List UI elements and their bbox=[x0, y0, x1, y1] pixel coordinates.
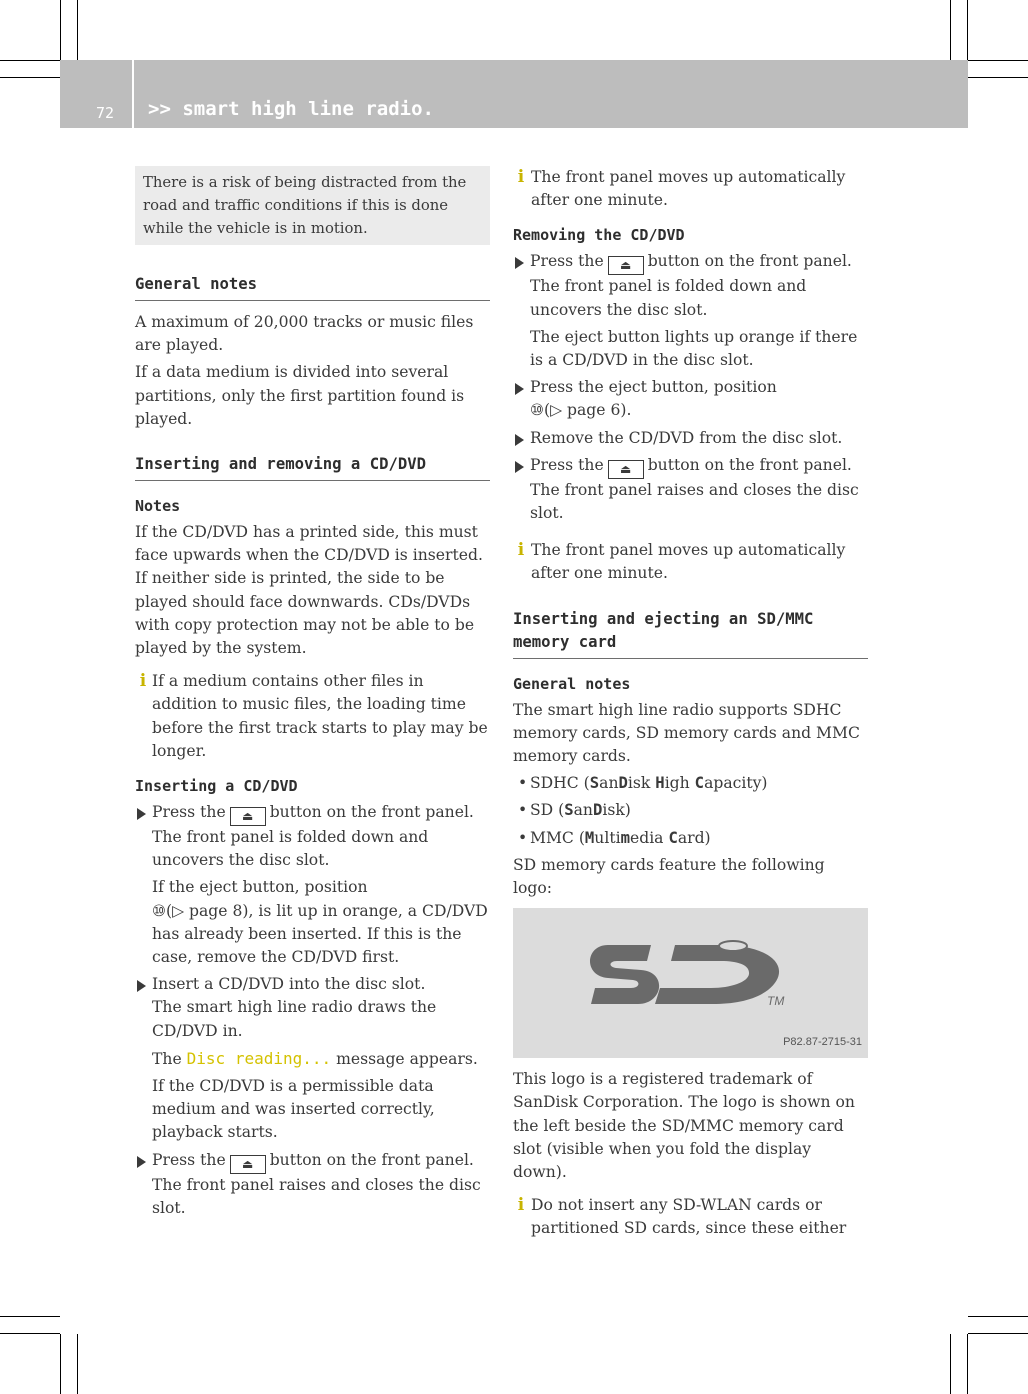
running-header-title: >> smart high line radio. bbox=[148, 98, 434, 120]
section-heading-sd-card: Inserting and ejecting an SD/MMC memory card bbox=[513, 608, 868, 659]
info-icon: i bbox=[517, 167, 525, 187]
step-result: The front panel is folded down and uncovers the disc slot. bbox=[152, 828, 429, 870]
list-item: • SD (SanDisk) bbox=[518, 801, 631, 820]
subheading-inserting: Inserting a CD/DVD bbox=[135, 777, 298, 796]
section-heading-general-notes: General notes bbox=[135, 273, 490, 301]
step: Press the ⏏ button on the front panel. bbox=[135, 1149, 490, 1174]
step-result: The front panel raises and closes the disc slot. bbox=[530, 480, 859, 523]
eject-button-icon: ⏏ bbox=[230, 1155, 266, 1174]
trademark-label: TM bbox=[767, 994, 785, 1009]
info-note bbox=[513, 1194, 868, 1240]
crop-mark bbox=[950, 0, 951, 60]
info-icon: i bbox=[517, 540, 525, 561]
step-arrow-icon bbox=[515, 257, 524, 269]
info-text: If a medium contains other files in addition to music files, the loading time before the first track starts to play may be longer. bbox=[152, 672, 488, 760]
step-result: If the eject button, position ⑩(▷ page 8), is lit up in orange, a CD/DVD has already been inserted. If this is the case, remove the CD/DVD first. bbox=[152, 878, 488, 967]
paragraph: This logo is a registered trademark of SanDisk Corporation. The logo is shown on the left beside the SD/MMC memory card slot (visible when you fold the display down). bbox=[513, 1070, 855, 1182]
step: Remove the CD/DVD from the disc slot. bbox=[513, 427, 868, 450]
page-number: 72 bbox=[96, 104, 115, 122]
step: Press the ⏏ button on the front panel. bbox=[513, 454, 868, 479]
crop-mark bbox=[77, 0, 78, 60]
warning-text: There is a risk of being distracted from the road and traffic conditions if this is done while the vehicle is in motion. bbox=[143, 174, 467, 237]
step: Insert a CD/DVD into the disc slot. bbox=[135, 973, 490, 996]
step: Press the ⏏ button on the front panel. bbox=[135, 801, 490, 826]
position-number: ⑩ bbox=[530, 401, 544, 420]
list-item: • SDHC (SanDisk High Capacity) bbox=[518, 774, 768, 793]
info-icon: i bbox=[517, 1195, 525, 1216]
crop-mark bbox=[967, 1334, 968, 1394]
figure-code: P82.87-2715-31 bbox=[783, 1036, 862, 1049]
info-text: The front panel moves up automatically after one minute. bbox=[531, 168, 846, 210]
info-note bbox=[513, 539, 868, 585]
paragraph: A maximum of 20,000 tracks or music files are played. bbox=[135, 313, 474, 355]
position-number: ⑩ bbox=[152, 901, 166, 920]
step-result: The front panel raises and closes the disc slot. bbox=[152, 1175, 481, 1217]
step: Press the eject button, position ⑩(▷ page 6). bbox=[513, 376, 868, 422]
crop-mark bbox=[968, 60, 1028, 61]
crop-mark bbox=[60, 1334, 61, 1394]
step-result: The Disc reading... message appears. bbox=[152, 1048, 478, 1068]
crop-mark bbox=[950, 1334, 951, 1394]
crop-mark bbox=[967, 0, 968, 60]
paragraph: The smart high line radio supports SDHC memory cards, SD memory cards and MMC memory cards. bbox=[513, 700, 860, 766]
warning-box bbox=[135, 166, 490, 245]
crop-mark bbox=[968, 1316, 1028, 1317]
eject-button-icon: ⏏ bbox=[608, 256, 644, 275]
step-arrow-icon bbox=[137, 980, 146, 992]
info-text: Do not insert any SD-WLAN cards or partitioned SD cards, since these either bbox=[531, 1196, 847, 1238]
eject-button-icon: ⏏ bbox=[608, 460, 644, 479]
subheading-removing: Removing the CD/DVD bbox=[513, 226, 685, 245]
subheading-notes: Notes bbox=[135, 497, 181, 516]
page-number-box bbox=[60, 60, 134, 128]
crop-mark bbox=[77, 1334, 78, 1394]
step-arrow-icon bbox=[137, 1156, 146, 1168]
info-icon: i bbox=[139, 671, 147, 692]
paragraph: If the CD/DVD has a printed side, this must face upwards when the CD/DVD is inserted. If neither side is printed, the side to be played should face downwards. CDs/DVDs with copy protection may not be able to be played by the system. bbox=[135, 523, 483, 658]
crop-mark bbox=[968, 77, 1028, 78]
step-arrow-icon bbox=[515, 434, 524, 446]
info-note bbox=[135, 670, 490, 763]
step-result: If the CD/DVD is a permissible data medium and was inserted correctly, playback starts. bbox=[152, 1077, 435, 1142]
crop-mark bbox=[968, 1333, 1028, 1334]
crop-mark bbox=[0, 77, 60, 78]
paragraph: SD memory cards feature the following logo: bbox=[513, 855, 825, 898]
sd-logo-image bbox=[513, 908, 868, 1058]
eject-button-icon: ⏏ bbox=[230, 807, 266, 826]
info-note bbox=[513, 166, 868, 212]
list-item: • MMC (Multimedia Card) bbox=[518, 828, 711, 847]
section-heading-inserting-removing: Inserting and removing a CD/DVD bbox=[135, 453, 490, 481]
right-column bbox=[513, 166, 868, 1241]
step-result: The smart high line radio draws the CD/DVD in. bbox=[152, 998, 437, 1040]
paragraph: If a data medium is divided into several partitions, only the first partition found is played. bbox=[135, 363, 465, 428]
display-message: Disc reading... bbox=[186, 1048, 332, 1068]
crop-mark bbox=[0, 60, 60, 61]
step-arrow-icon bbox=[515, 461, 524, 473]
step-result: The eject button lights up orange if there is a CD/DVD in the disc slot. bbox=[530, 327, 858, 370]
info-text: The front panel moves up automatically after one minute. bbox=[531, 541, 846, 583]
crop-mark bbox=[0, 1316, 60, 1317]
left-column bbox=[135, 166, 490, 1220]
step-arrow-icon bbox=[137, 808, 146, 820]
step-result: The front panel is folded down and uncovers the disc slot. bbox=[530, 277, 807, 319]
step: Press the ⏏ button on the front panel. bbox=[513, 250, 868, 275]
step-arrow-icon bbox=[515, 383, 524, 395]
crop-mark bbox=[60, 0, 61, 60]
subheading-general-notes: General notes bbox=[513, 674, 631, 693]
crop-mark bbox=[0, 1333, 60, 1334]
